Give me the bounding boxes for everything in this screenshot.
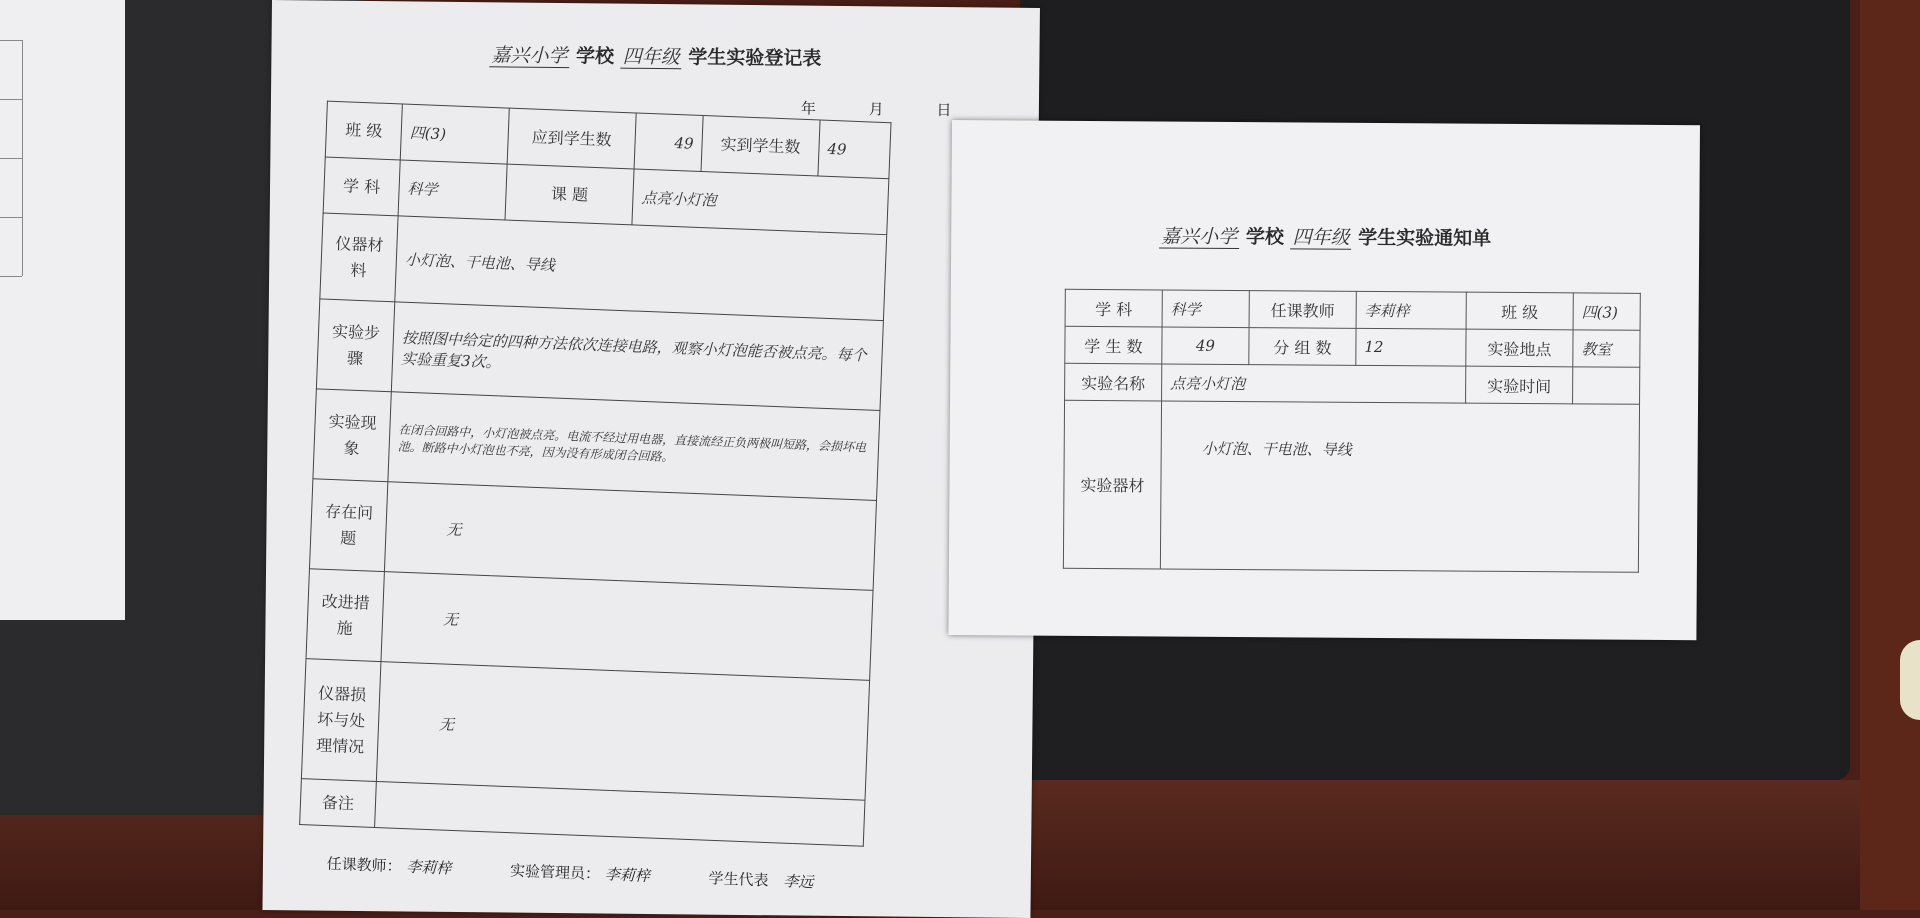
improvements-label: 改进措施 <box>306 569 384 662</box>
remarks-label: 备注 <box>300 779 377 828</box>
equipment-value: 小灯泡、干电池、导线 <box>395 216 887 321</box>
date-month: 月 <box>868 100 884 119</box>
notice-students-label: 学 生 数 <box>1065 326 1162 364</box>
notice-subject-value: 科学 <box>1162 290 1249 328</box>
notice-equipment-label: 实验器材 <box>1063 400 1161 569</box>
student-label: 学生代表 <box>708 869 769 890</box>
background-paper-grid <box>0 40 23 276</box>
registration-sheet <box>262 0 1039 918</box>
notice-location-value: 教室 <box>1573 330 1640 367</box>
problems-label: 存在问题 <box>309 479 387 572</box>
notice-name-label: 实验名称 <box>1065 363 1162 401</box>
notice-teacher-value: 李莉梓 <box>1356 291 1466 329</box>
expected-value: 49 <box>634 113 703 172</box>
manager-signature: 李莉梓 <box>604 865 651 886</box>
registration-title-text: 学生实验登记表 <box>688 46 822 70</box>
notice-groups-value: 12 <box>1356 328 1466 366</box>
steps-label: 实验步骤 <box>316 299 394 392</box>
teacher-signature: 李莉梓 <box>406 857 452 878</box>
actual-label: 实到学生数 <box>701 116 820 176</box>
table-row <box>1065 326 1640 367</box>
registration-date <box>801 98 952 121</box>
notice-grade: 四年级 <box>1290 226 1351 249</box>
notice-class-value: 四(3) <box>1573 293 1640 330</box>
subject-value: 科学 <box>398 160 507 220</box>
notice-groups-label: 分 组 数 <box>1249 328 1356 366</box>
notice-table <box>1063 289 1641 573</box>
notice-location-label: 实验地点 <box>1466 329 1573 367</box>
notice-title <box>951 220 1699 252</box>
date-year: 年 <box>800 99 817 118</box>
registration-footer <box>326 853 867 895</box>
class-label: 班 级 <box>325 101 402 160</box>
registration-grade: 四年级 <box>621 46 682 70</box>
student-signature: 李远 <box>782 872 814 892</box>
desk-object <box>1900 640 1920 720</box>
topic-value: 点亮小灯泡 <box>632 169 889 235</box>
notice-equipment-value: 小灯泡、干电池、导线 <box>1160 401 1639 572</box>
notice-sheet <box>948 120 1700 640</box>
notice-subject-label: 学 科 <box>1065 289 1162 327</box>
notice-students-value: 49 <box>1162 327 1249 365</box>
background-papers <box>0 0 125 620</box>
class-value: 四(3) <box>400 104 509 164</box>
steps-value: 按照图中给定的四种方法依次连接电路，观察小灯泡能否被点亮。每个实验重复3次。 <box>391 302 883 411</box>
desk-mat-middle <box>1040 620 1840 780</box>
notice-teacher-label: 任课教师 <box>1249 291 1356 329</box>
table-row <box>1065 363 1640 404</box>
manager-label: 实验管理员： <box>509 861 601 884</box>
teacher-label: 任课教师： <box>326 854 402 876</box>
notice-school-suffix: 学校 <box>1245 226 1284 249</box>
registration-title <box>271 38 1039 73</box>
problems-value: 无 <box>384 482 876 591</box>
table-row <box>1063 400 1639 572</box>
registration-school: 嘉兴小学 <box>489 44 569 68</box>
notice-title-text: 学生实验通知单 <box>1358 226 1492 250</box>
notice-time-label: 实验时间 <box>1466 366 1573 404</box>
desk-edge <box>1860 0 1920 910</box>
notice-name-value: 点亮小灯泡 <box>1162 364 1466 403</box>
damage-label: 仪器损坏与处理情况 <box>301 659 381 782</box>
improvements-value: 无 <box>381 572 873 681</box>
subject-label: 学 科 <box>323 157 400 216</box>
notice-class-label: 班 级 <box>1466 292 1573 330</box>
date-day: 日 <box>936 100 952 120</box>
topic-label: 课 题 <box>505 164 634 225</box>
notice-time-value <box>1573 367 1640 404</box>
expected-label: 应到学生数 <box>507 108 636 169</box>
phenomenon-label: 实验现象 <box>313 389 391 482</box>
equipment-label: 仪器材料 <box>320 213 398 302</box>
damage-value: 无 <box>376 662 869 801</box>
table-row <box>301 659 869 801</box>
registration-table <box>299 101 891 847</box>
notice-school: 嘉兴小学 <box>1159 225 1239 249</box>
table-row <box>1065 289 1640 330</box>
actual-value: 49 <box>818 120 891 179</box>
registration-school-suffix: 学校 <box>575 45 615 68</box>
phenomenon-value: 在闭合回路中，小灯泡被点亮。电流不经过用电器，直接流经正负两极叫短路，会损坏电池。断路中小灯泡也不亮，因为没有形成闭合回路。 <box>388 392 880 501</box>
